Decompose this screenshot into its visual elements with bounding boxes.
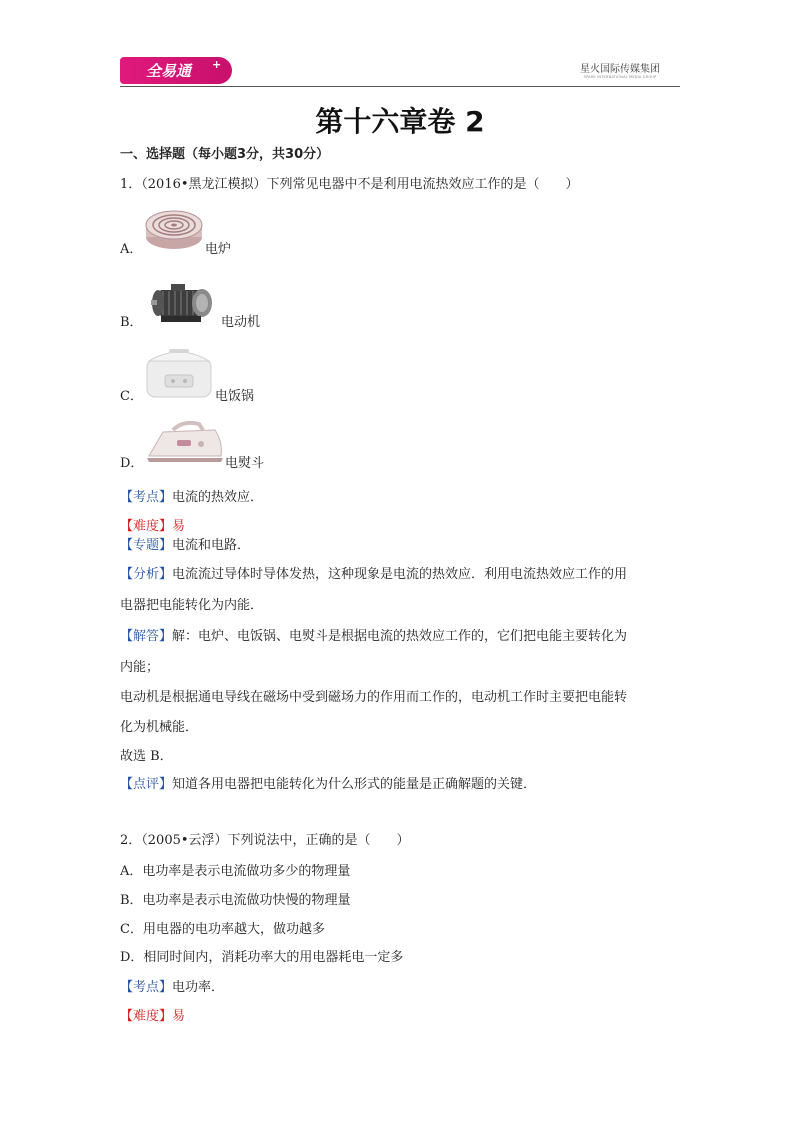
option-label: D．: [120, 456, 144, 471]
publisher-brand: [566, 60, 674, 79]
fenxi-tag: 【分析】: [120, 567, 173, 582]
zhuanti-tag: 【专题】: [120, 538, 173, 553]
q1-option-c-text: 电饭锅: [215, 389, 255, 404]
q1-option-b: [120, 311, 143, 330]
logo-plus: +: [212, 58, 222, 71]
q1-fenxi: [120, 563, 627, 582]
q1-jieda: [120, 625, 627, 644]
q1-option-c: [120, 385, 143, 404]
kaodian-tag: 【考点】: [120, 490, 173, 505]
section-heading: 一、选择题（每小题3分，共30分）: [120, 147, 330, 162]
q1-option-d-text: 电熨斗: [225, 456, 265, 471]
q1-kaodian: [120, 486, 263, 505]
q1-option-d: [120, 452, 143, 471]
electric-stove-icon: [143, 203, 205, 253]
q1-jieda-line3: 电动机是根据通电导线在磁场中受到磁场力的作用而工作的，电动机工作时主要把电能转: [120, 690, 628, 705]
kaodian-text: 电功率．: [172, 980, 225, 995]
q1-fenxi-cont: 电器把电能转化为内能．: [120, 598, 264, 613]
option-label: A．: [120, 242, 143, 257]
kaodian-text: 电流的热效应．: [172, 490, 264, 505]
dianping-tag: 【点评】: [120, 777, 173, 792]
q2-option-c: C．用电器的电功率越大，做功越多: [120, 922, 325, 937]
electric-iron-icon: [143, 416, 225, 464]
publisher-name: 星火国际传媒集团: [580, 64, 660, 75]
nandu-tag: 【难度】: [120, 1009, 173, 1024]
q2-option-b: B．电功率是表示电流做功快慢的物理量: [120, 893, 351, 908]
option-label: C．: [120, 389, 143, 404]
q1-nandu: [120, 515, 185, 534]
logo-text: 全易通: [146, 62, 192, 80]
jieda-tag: 【解答】: [120, 629, 173, 644]
fenxi-text-1: 电流流过导体时导体发热，这种现象是电流的热效应．利用电流热效应工作的用: [172, 567, 628, 582]
q1-dianping: [120, 773, 536, 792]
brand-logo: [120, 57, 232, 84]
jieda-text-1: 解：电炉、电饭锅、电熨斗是根据电流的热效应工作的，它们把电能主要转化为: [172, 629, 628, 644]
option-label: B．: [120, 315, 143, 330]
kaodian-tag: 【考点】: [120, 980, 173, 995]
q2-kaodian: [120, 976, 224, 995]
nandu-tag: 【难度】: [120, 519, 173, 534]
page-title: 第十六章卷 2: [315, 105, 485, 138]
electric-motor-icon: [145, 276, 221, 326]
q1-option-b-text: 电动机: [221, 315, 261, 330]
q1-option-a: [120, 238, 142, 257]
nandu-text: 易: [172, 519, 186, 534]
q2-option-a: A．电功率是表示电流做功多少的物理量: [120, 864, 351, 879]
q1-jieda-line4: 化为机械能．: [120, 720, 199, 735]
q1-jieda-line2: 内能；: [120, 660, 160, 675]
q2-stem: 2．（2005•云浮）下列说法中，正确的是（ ）: [120, 833, 410, 848]
nandu-text: 易: [172, 1009, 186, 1024]
q2-option-d: D．相同时间内，消耗功率大的用电器耗电一定多: [120, 950, 404, 965]
header-divider: [120, 86, 680, 87]
q1-zhuanti: [120, 534, 250, 553]
dianping-text: 知道各用电器把电能转化为什么形式的能量是正确解题的关键．: [172, 777, 537, 792]
q2-nandu: [120, 1005, 185, 1024]
q1-answer: 故选 B．: [120, 749, 173, 764]
q1-option-a-text: 电炉: [205, 242, 232, 257]
q1-stem: 1．（2016•黑龙江模拟）下列常见电器中不是利用电流热效应工作的是（ ）: [120, 177, 579, 192]
publisher-name-en: SPARK INTERNATIONAL MEDIA GROUP: [583, 75, 657, 79]
rice-cooker-icon: [143, 341, 215, 401]
zhuanti-text: 电流和电路．: [172, 538, 251, 553]
